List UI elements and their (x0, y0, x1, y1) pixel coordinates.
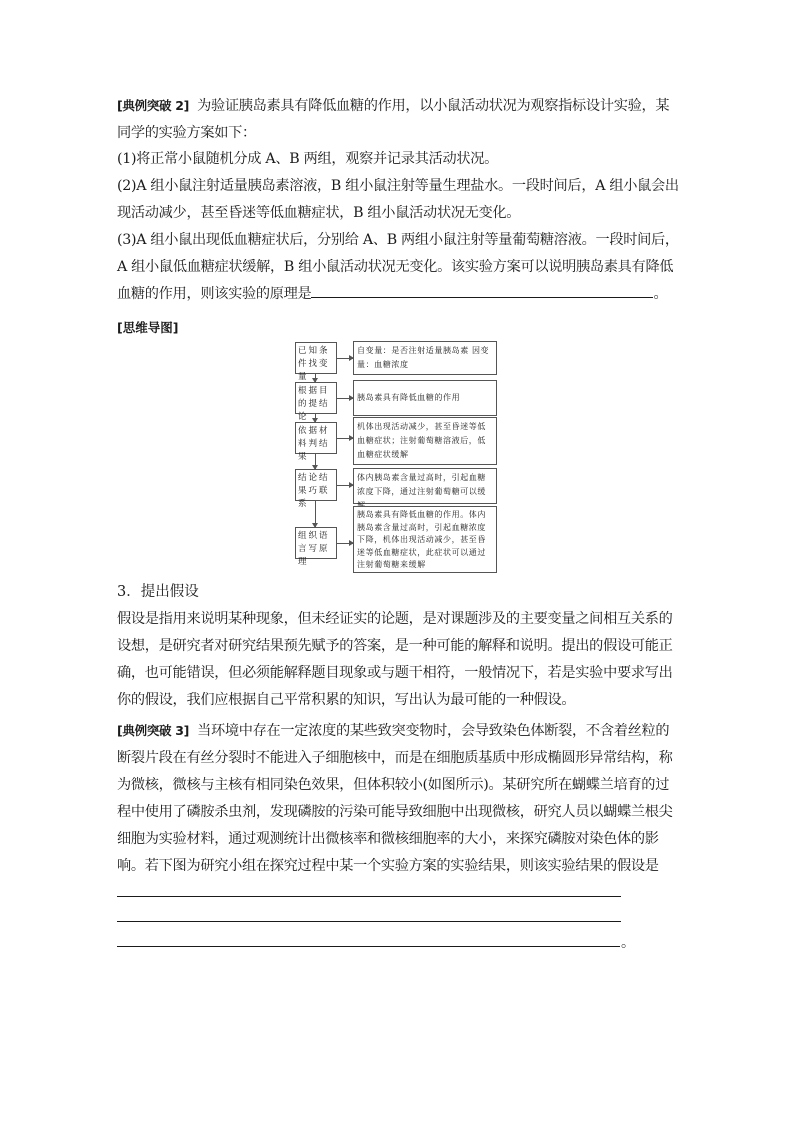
arrow-right-icon (337, 358, 353, 359)
section3-title: 3．提出假设 (117, 584, 199, 600)
example2-label: [典例突破 2] (117, 98, 190, 113)
mindmap-desc-1: 自变量：是否注射适量胰岛素 因变量：血糖浓度 (353, 341, 497, 375)
example2-step2: (2)A 组小鼠注射适量胰岛素溶液，B 组小鼠注射等量生理盐水。一段时间后，A 组小鼠会出现活动减少，甚至昏迷等低血糖症状，B 组小鼠活动状况无变化。 (117, 178, 679, 221)
mindmap-step-5: 组织语言写原理 (295, 527, 337, 559)
example2-step1: (1)将正常小鼠随机分成 A、B 两组，观察并记录其活动状况。 (117, 151, 498, 167)
mindmap-desc-2: 胰岛素具有降低血糖的作用 (353, 380, 497, 416)
answer-line-3[interactable] (117, 946, 620, 947)
mindmap-desc-4: 体内胰岛素含量过高时，引起血糖浓度下降，通过注射葡萄糖可以缓 (353, 468, 497, 504)
example3-label: [典例突破 3] (117, 723, 190, 738)
section3-body: 假设是指用来说明某种现象，但未经证实的论题，是对课题涉及的主要变量之间相互关系的设想，是研究者对研究结果预先赋予的答案，是一种可能的解释和说明。提出的假设可能正确，也可能错误，但必须能解释题目现象或与题干相符，一般情况下，若是实验中要求写出你的假设，我们应根据自己平常积累的知识，写出认为最可能的一种假设。 (117, 611, 673, 708)
arrow-right-icon (337, 543, 353, 544)
mindmap-desc-3: 机体出现活动减少，甚至昏迷等低血糖症状；注射葡萄糖溶液后，低血糖症状缓解 (353, 417, 497, 465)
mindmap-step-3: 依据材料判结果 (295, 422, 337, 454)
answer-blank[interactable] (311, 281, 653, 298)
example2-step3-paragraph (117, 227, 679, 308)
example3-end-mark: 。 (621, 935, 635, 951)
arrow-right-icon (337, 398, 353, 399)
example3-paragraph (117, 717, 679, 880)
example2-paragraph (117, 92, 679, 147)
arrow-down-icon (315, 501, 316, 527)
arrow-down-icon (315, 414, 316, 422)
example2-step3: (3)A 组小鼠出现低血糖症状后，分别给 A、B 两组小鼠注射等量葡萄糖溶液。一段时间后，A 组小鼠低血糖症状缓解，B 组小鼠活动状况无变化。该实验方案可以说明胰岛素具有降低血糖的作用，则该实验的原理是 (117, 232, 679, 302)
mindmap-heading: [思维导图] (117, 320, 179, 335)
mindmap-step-1: 已知条件找变量 (295, 342, 337, 374)
arrow-down-icon (315, 454, 316, 469)
example2-end-mark: 。 (653, 286, 668, 302)
mindmap-step-4: 结论结果巧联系 (295, 469, 337, 501)
answer-line-2[interactable] (117, 921, 621, 922)
arrow-right-icon (337, 485, 353, 486)
mindmap-step-2: 根据目的提结论 (295, 382, 337, 414)
mindmap-desc-5: 胰岛素具有降低血糖的作用。体内胰岛素含量过高时，引起血糖浓度下降，机体出现活动减少，甚至昏迷等低血糖症状，此症状可以通过注射葡萄糖来缓解 (353, 506, 497, 573)
example2-intro: 为验证胰岛素具有降低血糖的作用，以小鼠活动状况为观察指标设计实验，某同学的实验方案如下： (117, 98, 670, 141)
arrow-right-icon (337, 438, 353, 439)
arrow-down-icon (315, 374, 316, 382)
example3-body: 当环境中存在一定浓度的某些致突变物时，会导致染色体断裂，不含着丝粒的断裂片段在有丝分裂时不能进入子细胞核中，而是在细胞质基质中形成椭圆形异常结构，称为微核，微核与主核有相同染色效果，但体积较小(如图所示)。某研究所在蝴蝶兰培育的过程中使用了磷胺杀虫剂，发现磷胺的污染可能导致细胞中出现微核，研究人员以蝴蝶兰根尖细胞为实验材料，通过观测统计出微核率和微核细胞率的大小，来探究磷胺对染色体的影响。若下图为研究小组在探究过程中某一个实验方案的实验结果，则该实验结果的假设是 (117, 723, 673, 874)
answer-line-1[interactable] (117, 896, 621, 897)
